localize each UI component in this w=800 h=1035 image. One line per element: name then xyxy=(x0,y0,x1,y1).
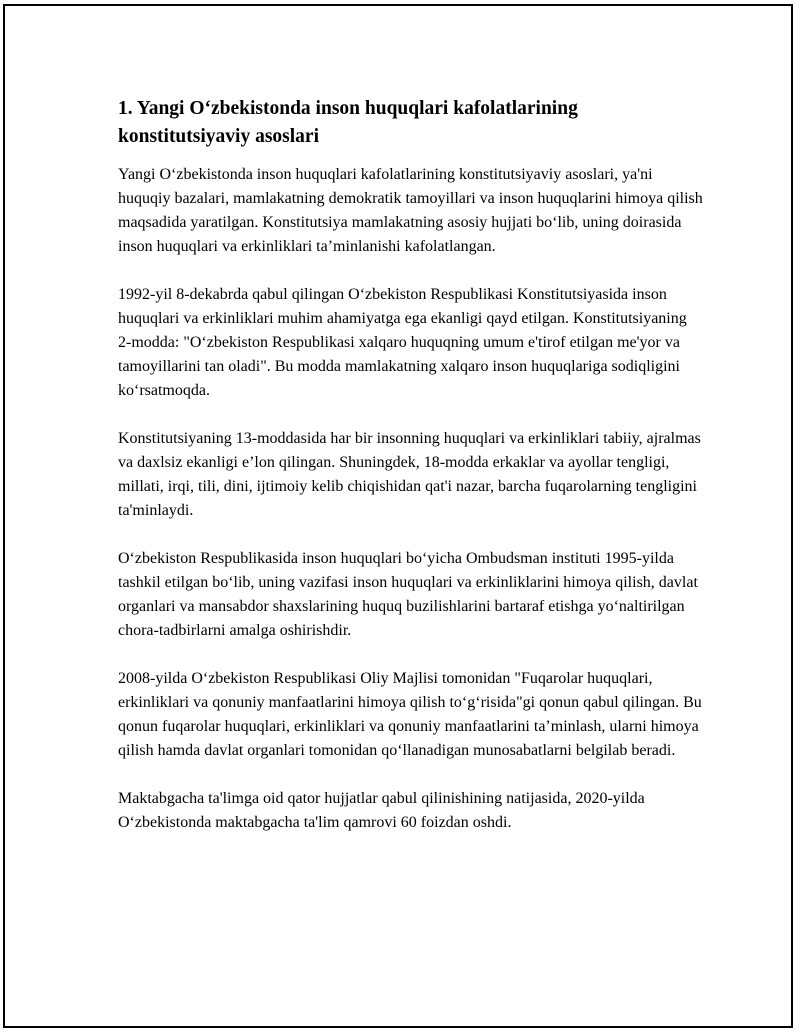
paragraph-2008-law: 2008-yilda O‘zbekiston Respublikasi Oliy Majlisi tomonidan "Fuqarolar huquqlari, erkinliklari va qonuniy manfaatlarini himoya qilish to‘g‘risida"gi qonun qabul qilingan. Bu qonun fuqarolar huquqlari, erkinliklari va qonuniy manfaatlarini ta’minlash, ularni himoya qilish hamda davlat organlari tomonidan qo‘llanadigan munosabatlarni belgilab beradi. xyxy=(118,670,702,759)
section-heading: 1. Yangi O‘zbekistonda inson huquqlari kafolatlarining konstitutsiyaviy asoslari xyxy=(118,98,578,147)
paragraph-1992-constitution: 1992-yil 8-dekabrda qabul qilingan O‘zbekiston Respublikasi Konstitutsiyasida inson huquqlari va erkinliklari muhim ahamiyatga ega ekanligi qayd etilgan. Konstitutsiyaning 2-modda: "O‘zbekiston Respublikasi xalqaro huquqning umum e'tirof etilgan me'yor va tamoyillarini tan oladi". Bu modda mamlakatning xalqaro inson huquqlariga sodiqligini ko‘rsatmoqda. xyxy=(118,286,687,399)
document-body xyxy=(118,95,703,835)
paragraph-article-13: Konstitutsiyaning 13-moddasida har bir insonning huquqlari va erkinliklari tabiiy, ajralmas va daxlsiz ekanligi e’lon qilingan. Shuningdek, 18-modda erkaklar va ayollar tengligi, millati, irqi, tili, dini, ijtimoiy kelib chiqishidan qat'i nazar, barcha fuqarolarning tengligini ta'minlaydi. xyxy=(118,430,701,519)
paragraph-constitutional-basis: Yangi O‘zbekistonda inson huquqlari kafolatlarining konstitutsiyaviy asoslari, ya'ni huquqiy bazalari, mamlakatning demokratik tamoyillari va inson huquqlarini himoya qilish maqsadida yaratilgan. Konstitutsiya mamlakatning asosiy hujjati bo‘lib, uning doirasida inson huquqlari va erkinliklari ta’minlanishi kafolatlangan. xyxy=(118,166,703,255)
paragraph-ombudsman: O‘zbekiston Respublikasida inson huquqlari bo‘yicha Ombudsman instituti 1995-yilda tashkil etilgan bo‘lib, uning vazifasi inson huquqlari va erkinliklarini himoya qilish, davlat organlari va mansabdor shaxslarining huquq buzilishlarini bartaraf etishga yo‘naltirilgan chora-tadbirlarni amalga oshirishdir. xyxy=(118,550,698,639)
paragraph-preschool-education: Maktabgacha ta'limga oid qator hujjatlar qabul qilinishining natijasida, 2020-yilda O‘zbekistonda maktabgacha ta'lim qamrovi 60 foizdan oshdi. xyxy=(118,790,645,831)
